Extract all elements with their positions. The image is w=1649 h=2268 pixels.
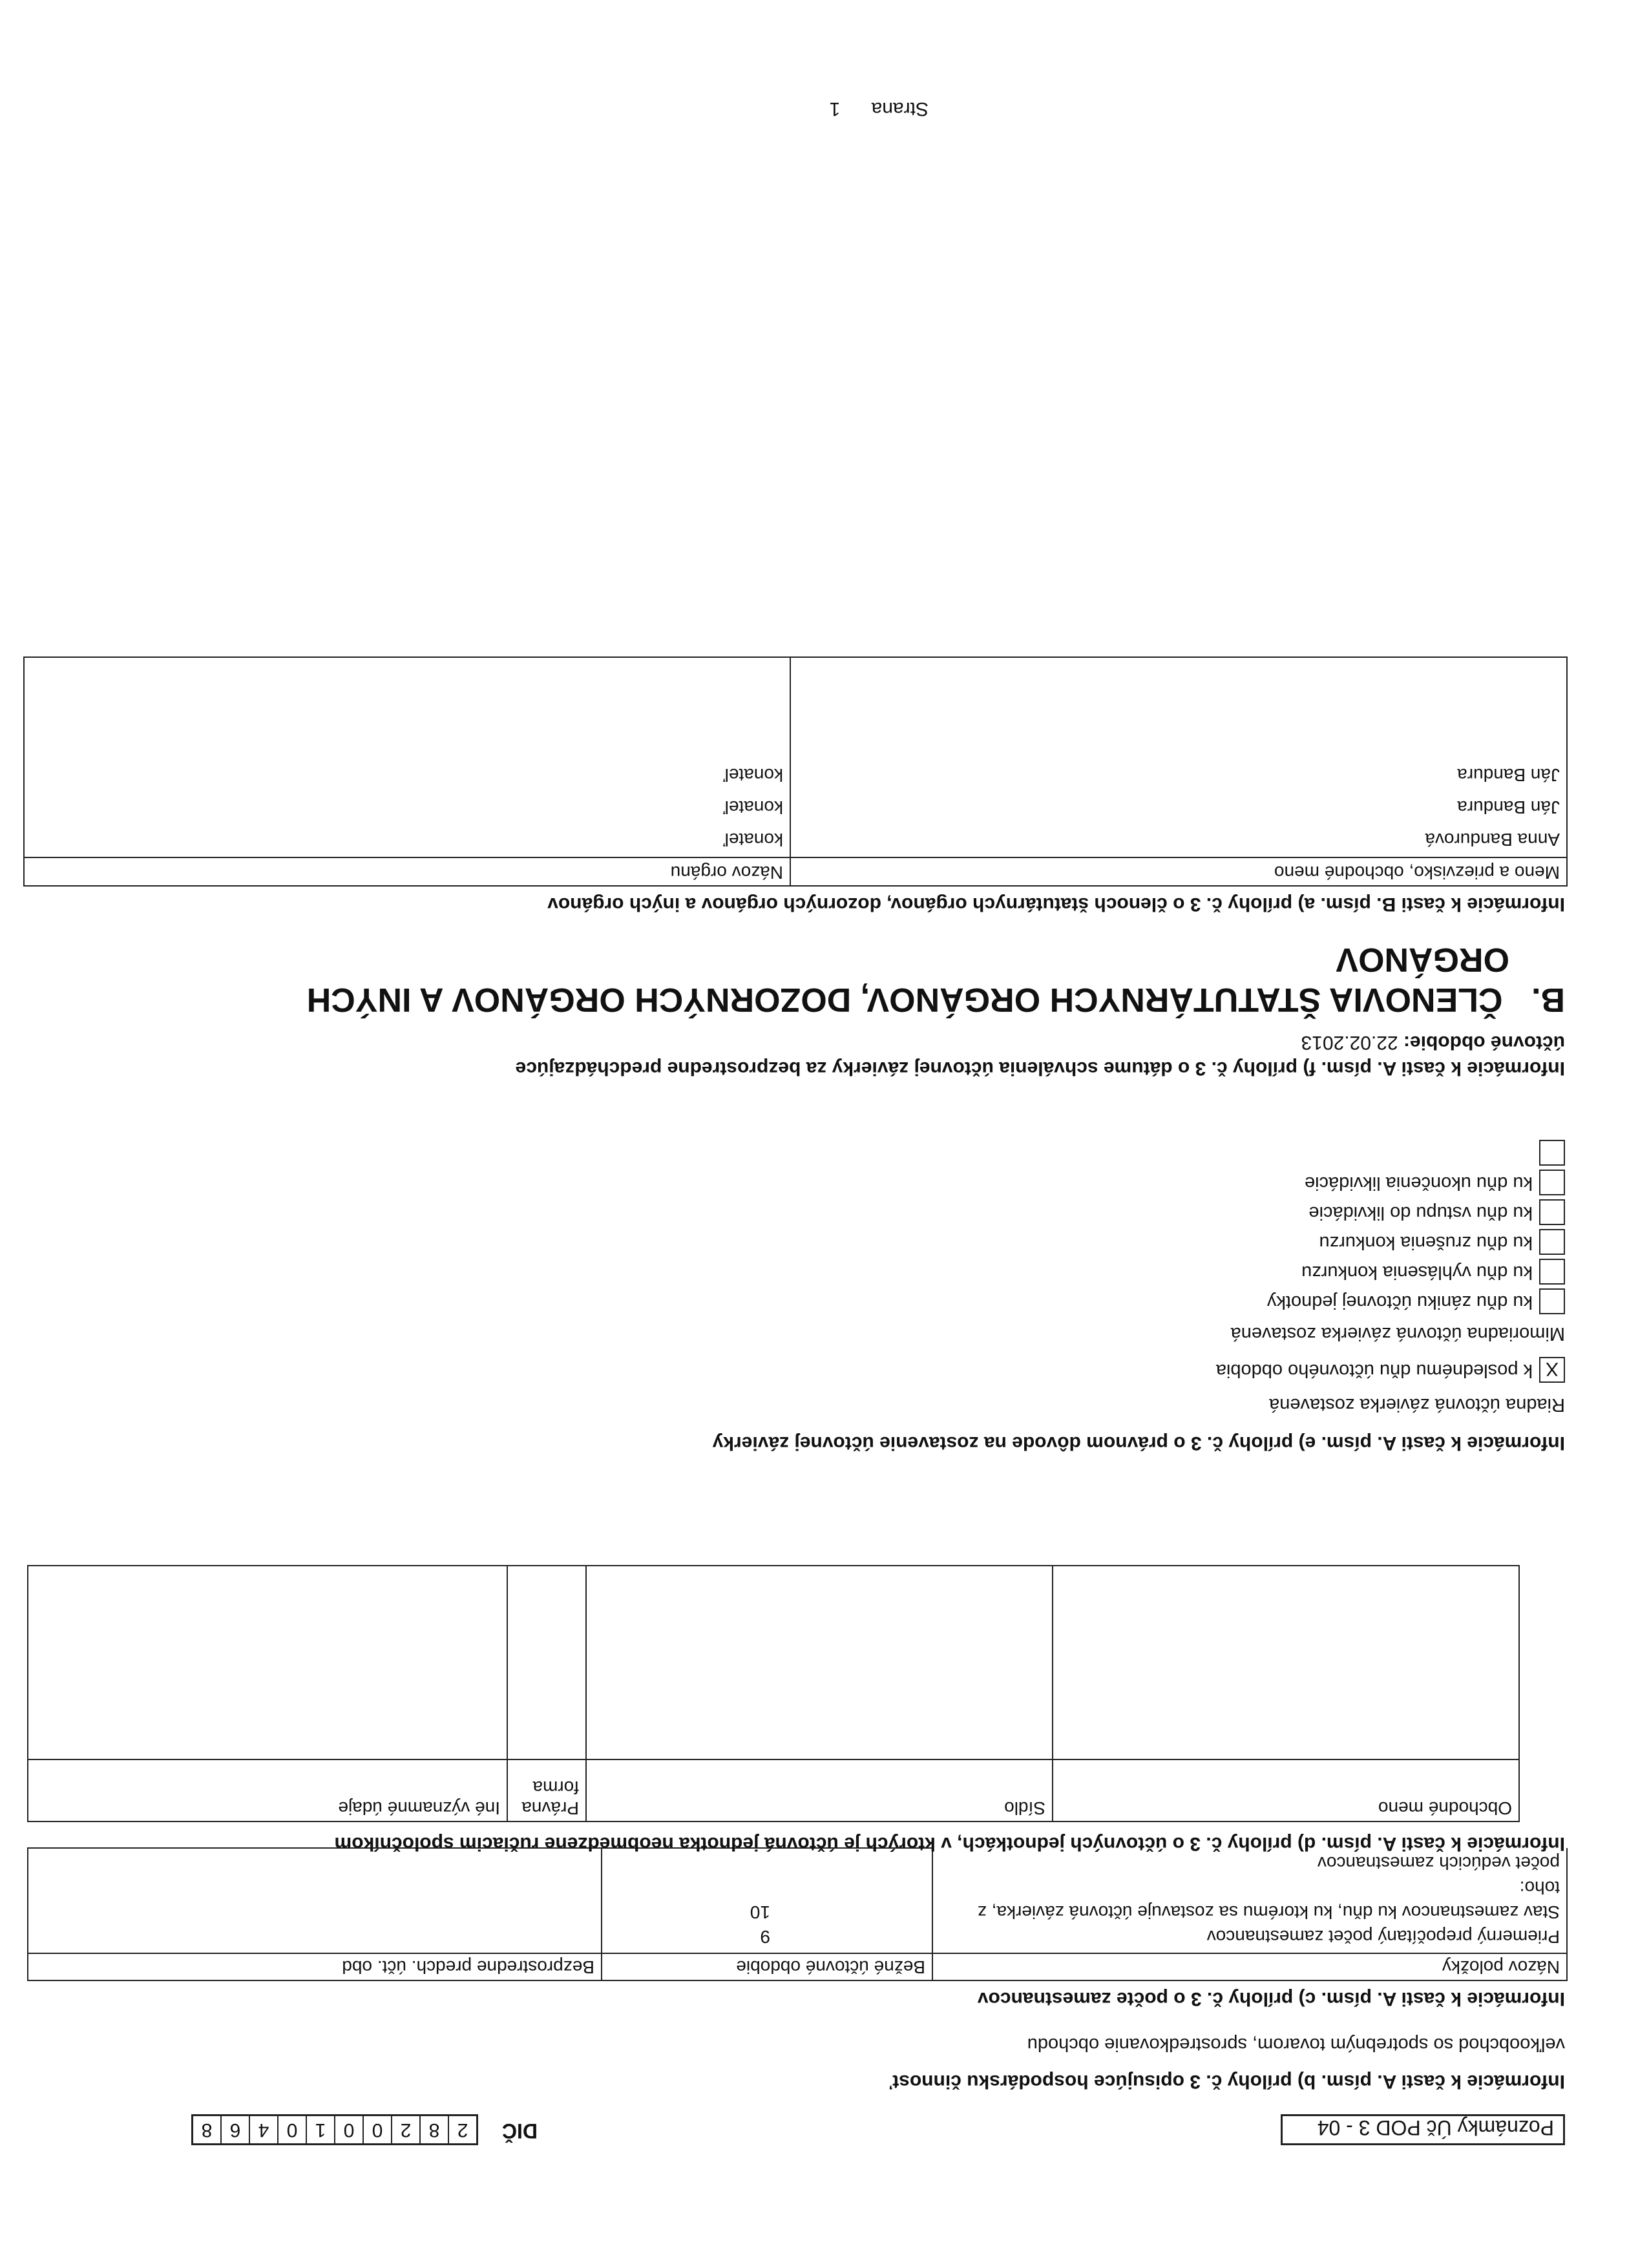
- col-header: Obchodné meno: [1053, 1759, 1519, 1822]
- checkbox-label: ku dňu zrušenia konkurzu: [1319, 1232, 1533, 1253]
- dic-digit: 6: [220, 2116, 249, 2143]
- checkbox[interactable]: [1539, 1140, 1565, 1166]
- checkbox-label: ku dňu vyhlásenia konkurzu: [1301, 1262, 1533, 1283]
- approval-label: účtovné obdobie:: [1403, 1032, 1565, 1053]
- dic-digit: 0: [334, 2116, 362, 2143]
- row-name: Stav zamestnancov ku dňu, ku ktorému sa zostavuje účtovná závierka, z toho:: [977, 1878, 1560, 1922]
- dic-digit-boxes: [191, 2114, 478, 2145]
- part-b-title-line2: ORGÁNOV: [1336, 941, 1509, 978]
- dic-digit: 1: [306, 2116, 334, 2143]
- checkbox[interactable]: [1539, 1259, 1565, 1285]
- employees-heading: Informácie k časti A. písm. c) prílohy č. 3 o počte zamestnancov: [977, 1988, 1565, 2010]
- col-header: Názov orgánu: [24, 857, 790, 886]
- checkbox[interactable]: [1539, 1229, 1565, 1255]
- row-name: Priemerný prepočítaný počet zamestnancov: [1206, 1927, 1560, 1947]
- table-row: [28, 1848, 1567, 1953]
- col-header: Sídlo: [586, 1759, 1053, 1822]
- table-row: [28, 1566, 1519, 1759]
- page-number: [830, 98, 929, 120]
- part-b-title: [79, 980, 1565, 1020]
- dic-digit: 8: [419, 2116, 448, 2143]
- checkbox-label: ku dňu vstupu do likvidácie: [1308, 1202, 1533, 1223]
- employees-table: [27, 1847, 1568, 1981]
- extraordinary-options: [1267, 1139, 1565, 1317]
- dic-digit: 8: [201, 2119, 213, 2141]
- member-name: Anna Bandurová: [1425, 830, 1560, 850]
- extraordinary-statement-label: Mimoriadna účtovná závierka zostavená: [1230, 1323, 1565, 1344]
- dic-digit: 2: [391, 2116, 419, 2143]
- member-organ: konateľ: [723, 797, 783, 817]
- dic-label: DIČ: [501, 2119, 538, 2143]
- dic-digit: 2: [448, 2116, 476, 2143]
- col-header: Názov položky: [932, 1953, 1567, 1980]
- approval-date: 22.02.2013: [1301, 1032, 1398, 1053]
- checkbox-row: [1267, 1287, 1565, 1317]
- col-header: Bežné účtovné obdobie: [602, 1953, 932, 1980]
- partners-heading: Informácie k časti A. písm. d) prílohy č. 3 o účtovných jednotkách, v ktorých je účtovná jednotka neobmedzene ručiacim spoločníkom: [334, 1833, 1565, 1854]
- checkbox-row: [1267, 1139, 1565, 1168]
- col-header: Iné významné údaje: [28, 1759, 507, 1822]
- checkbox[interactable]: [1539, 1288, 1565, 1314]
- form-title: Poznámky Úč POD 3 - 04: [1317, 2116, 1554, 2139]
- partners-table: [27, 1565, 1520, 1822]
- approval-line: [1301, 1031, 1566, 1053]
- activity-text: veľkoobchod so spotrebným tovarom, sprostredkovanie obchodu: [1027, 2034, 1565, 2055]
- col-header: Bezprostredne predch. účt. obd: [28, 1953, 602, 1980]
- legal-basis-heading: Informácie k časti A. písm. e) prílohy č. 3 o právnom dôvode na zostavenie účtovnej závierky: [712, 1433, 1565, 1454]
- checkbox-row: [1267, 1257, 1565, 1287]
- dic-digit: 0: [277, 2116, 306, 2143]
- checkbox-label: ku dňu ukončenia likvidácie: [1304, 1173, 1533, 1193]
- member-organ: konateľ: [723, 830, 783, 850]
- table-row: [24, 657, 1567, 857]
- page-label: Strana: [871, 98, 929, 120]
- member-name: Ján Bandura: [1457, 765, 1560, 785]
- dic-digit: 4: [249, 2116, 277, 2143]
- members-table: [23, 656, 1568, 887]
- col-header: Právna forma: [507, 1759, 586, 1822]
- col-header: Meno a priezvisko, obchodné meno: [790, 857, 1567, 886]
- form-title-box: [1281, 2114, 1565, 2145]
- part-b-letter: B.: [1531, 981, 1565, 1018]
- member-name: Ján Bandura: [1457, 797, 1560, 817]
- activity-heading: Informácie k časti A. písm. b) prílohy č. 3 opisujúce hospodársku činnosť: [889, 2071, 1565, 2092]
- row-name: počet vedúcich zamestnancov: [1317, 1853, 1560, 1873]
- checkbox-row: [1267, 1168, 1565, 1198]
- checkbox[interactable]: X: [1539, 1357, 1565, 1383]
- member-organ: konateľ: [723, 765, 783, 785]
- checkbox-row: [1267, 1198, 1565, 1228]
- checkbox-row: [1216, 1356, 1565, 1385]
- checkbox-label: k poslednému dňu účtovného obdobia: [1215, 1360, 1533, 1381]
- regular-statement-label: Riadna účtovná závierka zostavená: [1269, 1394, 1565, 1415]
- checkbox-label: ku dňu zániku účtovnej jednotky: [1266, 1292, 1533, 1312]
- page-number-value: 1: [829, 98, 841, 120]
- row-current-value: 10: [750, 1902, 770, 1922]
- members-heading: Informácie k časti B. písm. a) prílohy č. 3 o členoch štatutárnych orgánov, dozorných orgánov a iných orgánov: [547, 894, 1565, 915]
- dic-digit: 0: [362, 2116, 391, 2143]
- checkbox[interactable]: [1539, 1199, 1565, 1225]
- approval-heading: Informácie k časti A. písm. f) prílohy č. 3 o dátume schválenia účtovnej závierky za bezprostredne predchádzajúce: [515, 1058, 1565, 1079]
- checkbox-row: [1267, 1228, 1565, 1257]
- row-current-value: 9: [760, 1927, 770, 1947]
- checkbox[interactable]: [1539, 1170, 1565, 1195]
- part-b-title-line1: ČLENOVIA ŠTATUTÁRNYCH ORGÁNOV, DOZORNÝCH ORGÁNOV A INÝCH: [306, 981, 1503, 1018]
